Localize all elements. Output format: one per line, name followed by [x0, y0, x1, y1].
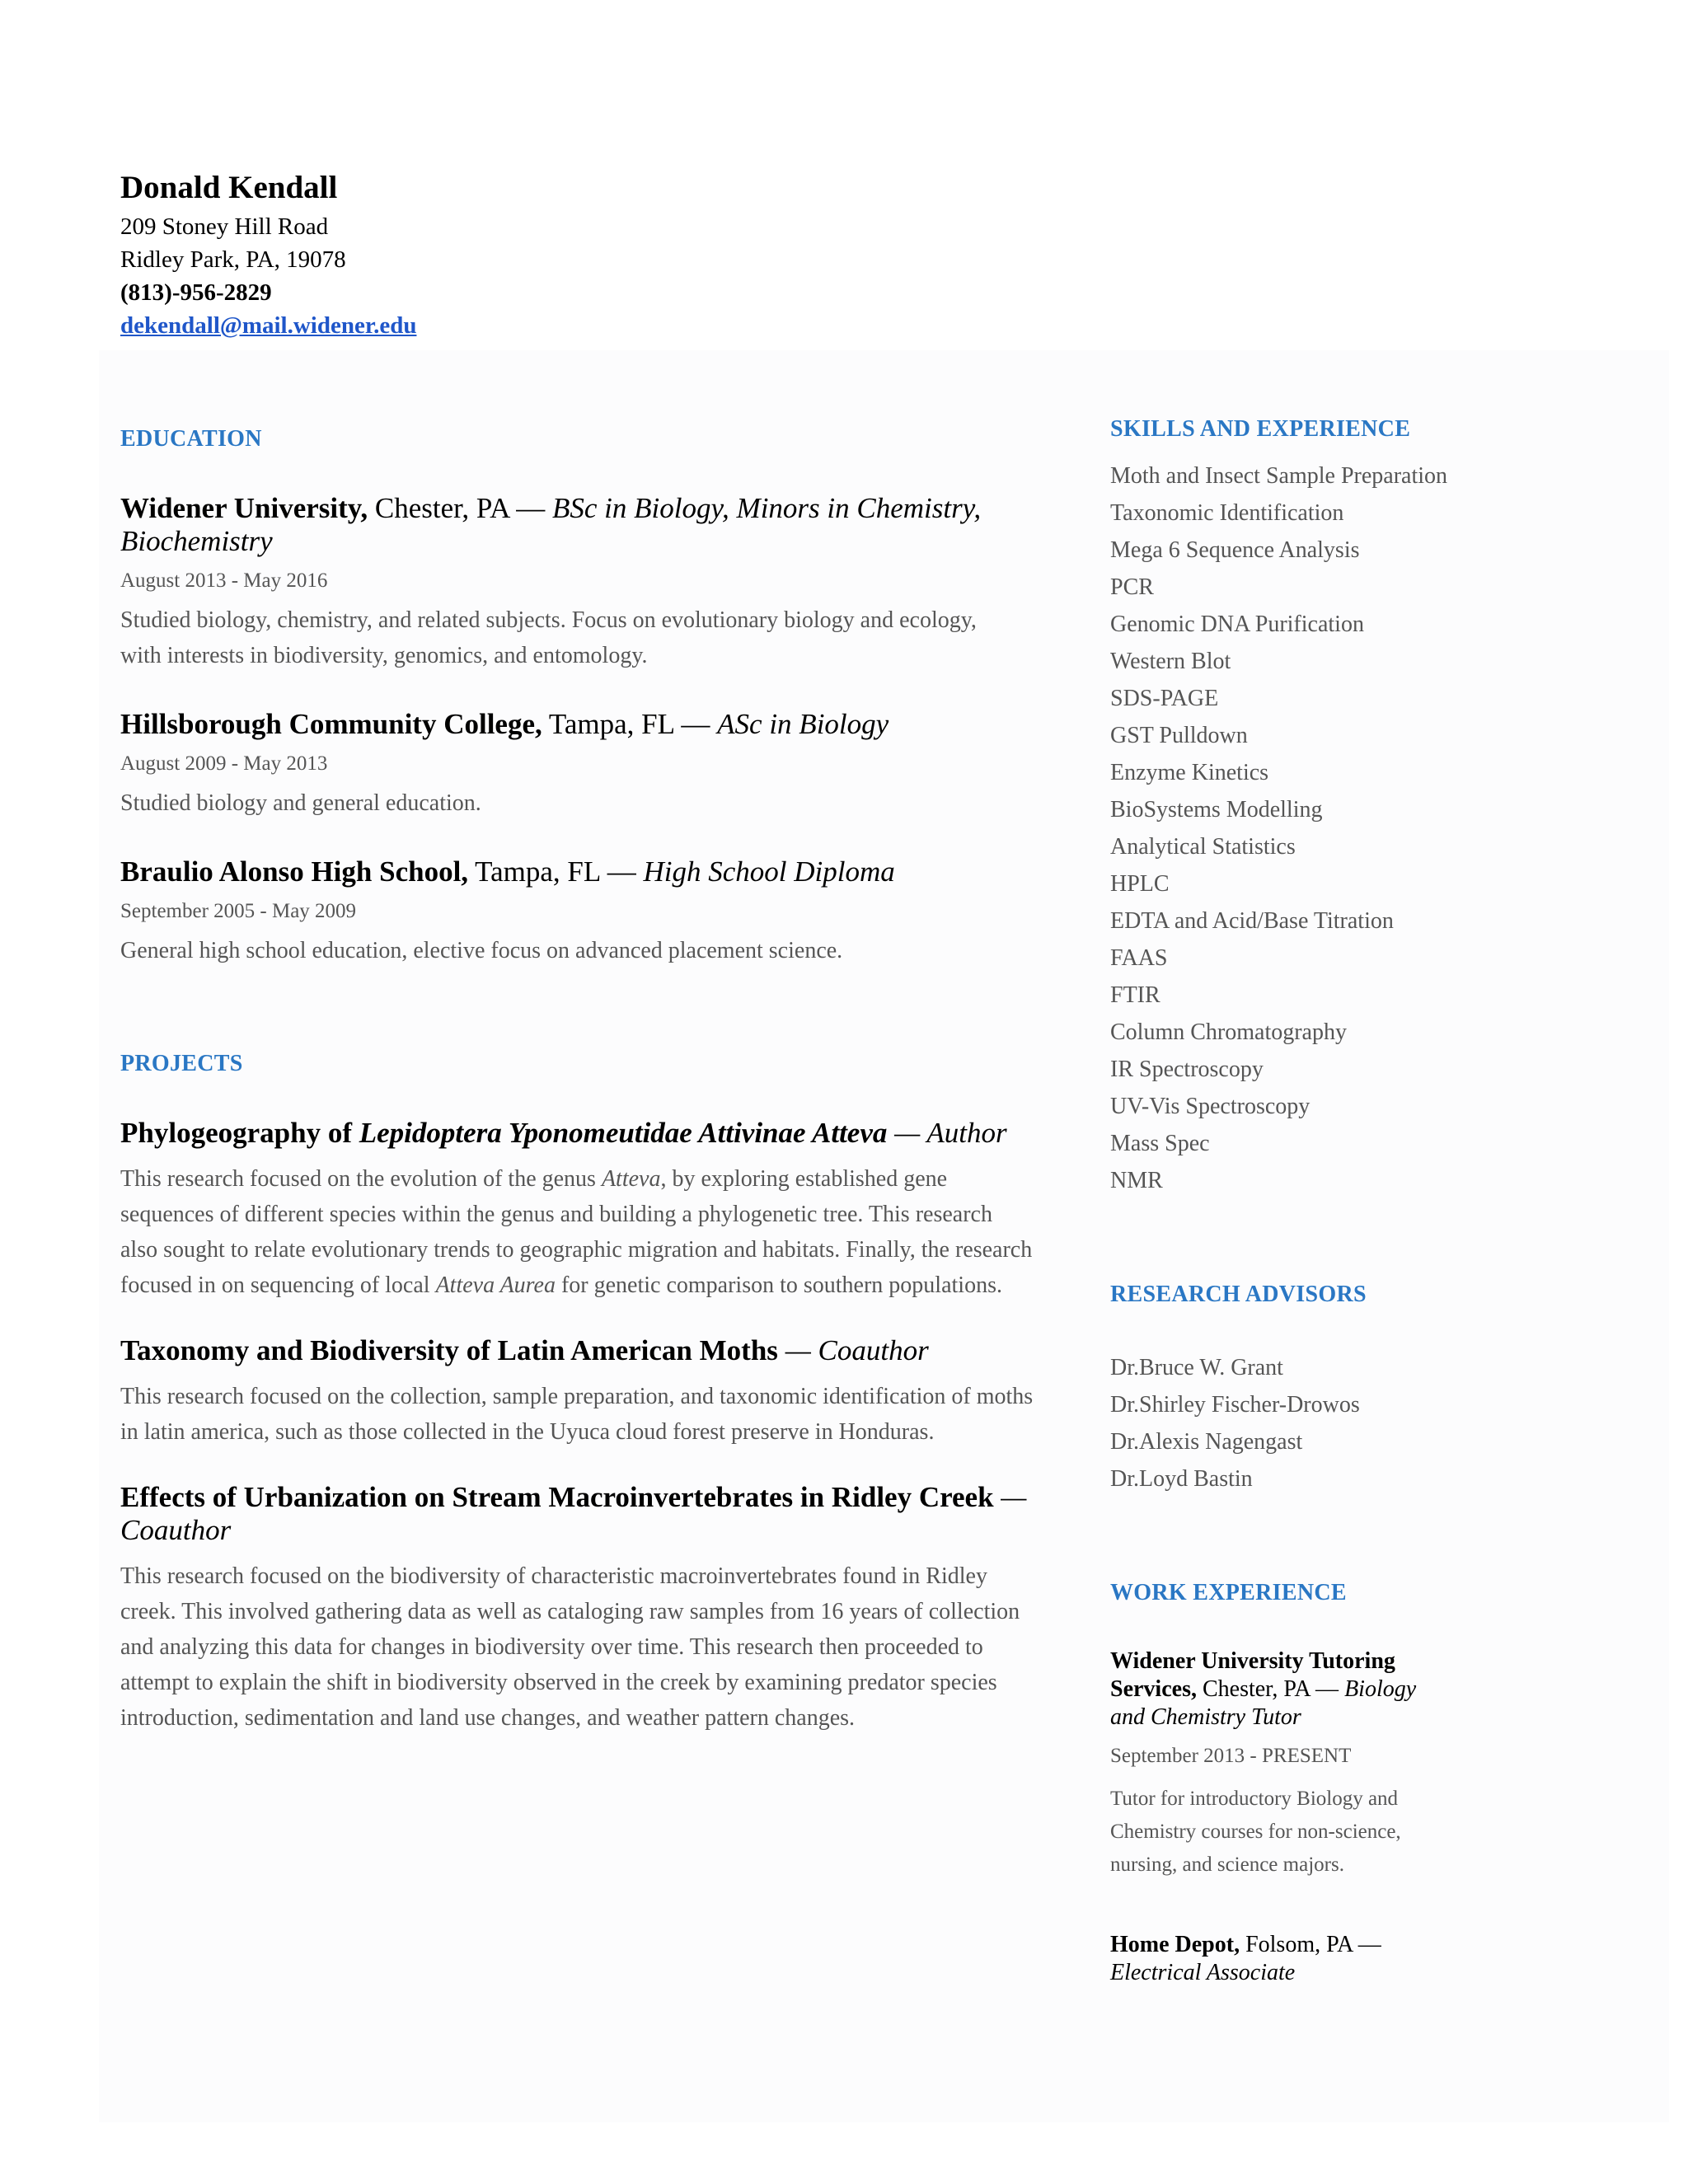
project-title-text: Effects of Urbanization on Stream Macroinvertebrates in Ridley Creek: [120, 1481, 994, 1513]
advisors-heading: RESEARCH ADVISORS: [1110, 1282, 1367, 1307]
left-column: [120, 416, 1043, 1736]
degree-name: ASc in Biology: [717, 708, 889, 740]
skill-item: GST Pulldown: [1110, 723, 1248, 748]
project-entry: [120, 1334, 1043, 1450]
skill-item: Mass Spec: [1110, 1131, 1210, 1156]
project-entry: [120, 1117, 1043, 1303]
entry-title: [120, 708, 1043, 741]
job-role: Biology and Chemistry Tutor: [1110, 1676, 1417, 1730]
candidate-name: Donald Kendall: [120, 170, 338, 205]
skill-item: Moth and Insect Sample Preparation: [1110, 463, 1448, 489]
institution-name: Hillsborough Community College,: [120, 708, 542, 740]
institution-location: Tampa, FL —: [468, 855, 644, 888]
skill-item: Analytical Statistics: [1110, 834, 1296, 860]
employer-location: Chester, PA —: [1196, 1676, 1345, 1702]
entry-dates: August 2013 - May 2016: [120, 569, 328, 592]
project-title-text: Phylogeography of: [120, 1117, 359, 1149]
address-line-1: 209 Stoney Hill Road: [120, 213, 329, 240]
entry-title: [120, 492, 1043, 558]
project-description: [120, 1161, 1035, 1303]
skill-item: BioSystems Modelling: [1110, 797, 1323, 823]
project-role: — Author: [887, 1117, 1007, 1149]
entry-description: Studied biology and general education.: [120, 790, 481, 816]
work-heading: WORK EXPERIENCE: [1110, 1580, 1347, 1605]
skill-item: Genomic DNA Purification: [1110, 612, 1364, 637]
description-text: This research focused on the evolution of the genus: [120, 1166, 602, 1192]
address-line-2: Ridley Park, PA, 19078: [120, 246, 346, 273]
work-entry: [1110, 1647, 1456, 1882]
project-role: — Coauthor: [777, 1334, 929, 1366]
skills-heading: SKILLS AND EXPERIENCE: [1110, 416, 1411, 442]
skill-item: Mega 6 Sequence Analysis: [1110, 537, 1360, 563]
entry-title: [120, 855, 1043, 888]
projects-heading: PROJECTS: [120, 1051, 243, 1076]
skill-item: UV-Vis Spectroscopy: [1110, 1094, 1311, 1119]
work-description: Tutor for introductory Biology and Chemistry courses for non-science, nursing, and science majors.: [1110, 1788, 1401, 1876]
skill-item: Column Chromatography: [1110, 1019, 1347, 1045]
degree-name: High School Diploma: [643, 855, 895, 888]
project-role: — Coauthor: [120, 1481, 1027, 1546]
job-role: Electrical Associate: [1110, 1960, 1296, 1985]
skills-list: [1110, 457, 1572, 1199]
degree-name: BSc in Biology, Minors in Chemistry, Biochemistry: [120, 492, 982, 557]
entry-dates: September 2005 - May 2009: [120, 900, 357, 922]
work-dates: September 2013 - PRESENT: [1110, 1745, 1352, 1767]
project-title-species: Lepidoptera Yponomeutidae Attivinae Atteva: [359, 1117, 888, 1149]
skill-item: Taxonomic Identification: [1110, 500, 1344, 526]
skill-item: FTIR: [1110, 982, 1160, 1008]
project-title: [120, 1117, 1043, 1150]
education-heading: EDUCATION: [120, 426, 262, 452]
skill-item: PCR: [1110, 574, 1154, 600]
entry-dates: August 2009 - May 2013: [120, 752, 328, 775]
advisor-item: Dr.Shirley Fischer-Drowos: [1110, 1392, 1360, 1418]
institution-name: Widener University,: [120, 492, 368, 524]
institution-location: Chester, PA —: [368, 492, 552, 524]
project-title: [120, 1481, 1043, 1547]
employer-name: Widener University Tutoring Services,: [1110, 1648, 1395, 1702]
description-species: Atteva: [601, 1166, 661, 1192]
advisor-item: Dr.Alexis Nagengast: [1110, 1429, 1303, 1455]
skill-item: NMR: [1110, 1168, 1163, 1193]
skill-item: Enzyme Kinetics: [1110, 760, 1269, 785]
email-link[interactable]: dekendall@mail.widener.edu: [120, 312, 417, 339]
work-entry: [1110, 1931, 1456, 1987]
skill-item: IR Spectroscopy: [1110, 1057, 1264, 1082]
description-text: , by exploring established gene sequences of different species within the genus and building a phylogenetic tree. This research also sought to relate evolutionary trends to geographic migration and habitats. Finally, the research focused in on sequencing of local: [120, 1166, 1033, 1298]
description-species: Atteva Aurea: [435, 1272, 556, 1298]
education-entry: [120, 855, 1043, 968]
employer-location: Folsom, PA —: [1240, 1932, 1381, 1957]
skill-item: HPLC: [1110, 871, 1170, 897]
institution-location: Tampa, FL —: [542, 708, 718, 740]
entry-description: General high school education, elective focus on advanced placement science.: [120, 938, 843, 963]
right-column: [1110, 416, 1572, 1987]
advisor-item: Dr.Bruce W. Grant: [1110, 1355, 1283, 1380]
education-entry: [120, 492, 1043, 673]
project-title-text: Taxonomy and Biodiversity of Latin American Moths: [120, 1334, 778, 1366]
advisors-list: [1110, 1349, 1572, 1497]
skill-item: SDS-PAGE: [1110, 686, 1219, 711]
project-description: This research focused on the collection, sample preparation, and taxonomic identification of moths in latin america, such as those collected in the Uyuca cloud forest preserve in Honduras.: [120, 1384, 1034, 1445]
project-title: [120, 1334, 1043, 1367]
project-description: This research focused on the biodiversity of characteristic macroinvertebrates found in Ridley creek. This involved gathering data as well as cataloging raw samples from 16 years of collection and analyzing this data for changes in biodiversity over time. This research then proceeded to attempt to explain the shift in biodiversity observed in the creek by examining predator species introduction, sedimentation and land use changes, and weather pattern changes.: [120, 1563, 1020, 1731]
phone-number: (813)-956-2829: [120, 279, 272, 306]
skill-item: EDTA and Acid/Base Titration: [1110, 908, 1394, 934]
work-title: [1110, 1647, 1456, 1732]
skill-item: Western Blot: [1110, 649, 1231, 674]
description-text: for genetic comparison to southern populations.: [555, 1272, 1002, 1298]
education-entry: [120, 708, 1043, 821]
entry-description: Studied biology, chemistry, and related subjects. Focus on evolutionary biology and ecology, with interests in biodiversity, genomics, and entomology.: [120, 607, 977, 668]
skill-item: FAAS: [1110, 945, 1168, 971]
project-entry: [120, 1481, 1043, 1736]
work-title: [1110, 1931, 1456, 1987]
employer-name: Home Depot,: [1110, 1932, 1240, 1957]
institution-name: Braulio Alonso High School,: [120, 855, 469, 888]
advisor-item: Dr.Loyd Bastin: [1110, 1466, 1253, 1492]
